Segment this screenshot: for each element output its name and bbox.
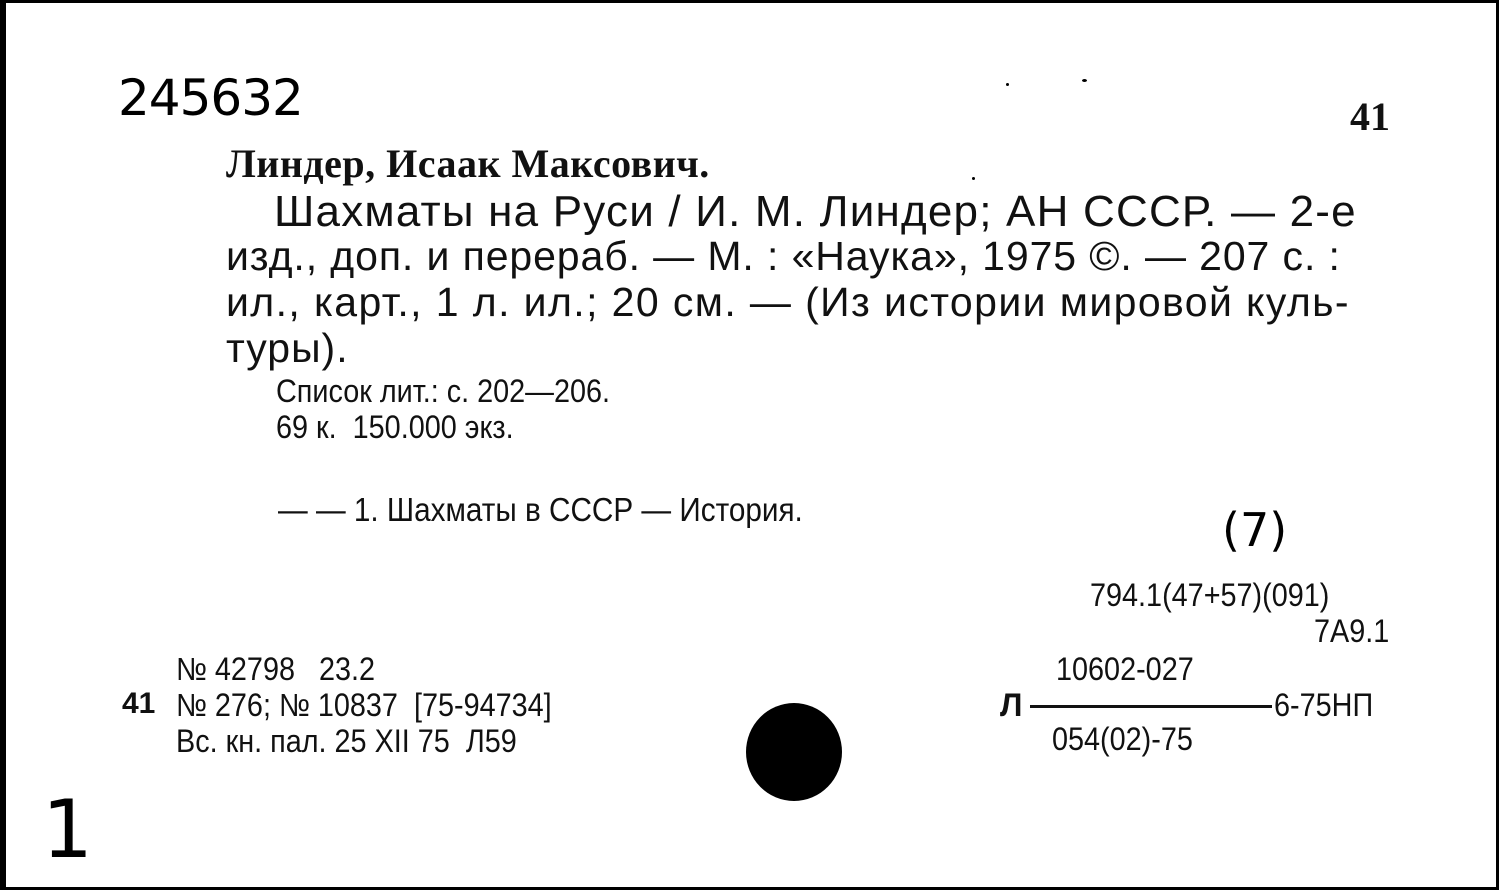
udc-code: 794.1(47+57)(091)	[1090, 577, 1330, 613]
description-line-4: туры).	[226, 325, 349, 371]
speck	[972, 177, 975, 180]
subject-heading: — — 1. Шахматы в СССР — История.	[278, 491, 803, 528]
publisher-code-suffix: 6-75НП	[1274, 687, 1374, 723]
registry-line-2: № 276; № 10837 [75-94734]	[176, 687, 552, 723]
handwritten-bottom-number: 1	[42, 783, 93, 876]
author-heading: Линдер, Исаак Максович.	[226, 141, 710, 186]
registry-line-2-prefix: 41	[122, 687, 156, 720]
registry-line-3: Вс. кн. пал. 25 XII 75 Л59	[176, 723, 517, 759]
publisher-code-numerator: 10602-027	[1056, 651, 1194, 687]
corner-number: 41	[1350, 94, 1390, 139]
price-note: 69 к. 150.000 экз.	[276, 409, 514, 445]
description-line-1: Шахматы на Руси / И. М. Линдер; АН СССР. — 2-е	[274, 187, 1357, 236]
publisher-code-prefix: Л	[1000, 687, 1023, 723]
description-line-3: ил., карт., 1 л. ил.; 20 см. — (Из истории мировой куль-	[226, 279, 1350, 325]
publisher-code-denominator: 054(02)-75	[1052, 721, 1193, 757]
handwritten-classification-mark: (7)	[1222, 503, 1288, 557]
publisher-code-fraction-bar	[1030, 705, 1272, 708]
speck	[1006, 83, 1009, 86]
bibliography-note: Список лит.: с. 202—206.	[276, 373, 611, 409]
registry-line-1: № 42798 23.2	[176, 651, 376, 687]
speck	[1082, 79, 1087, 82]
bbk-code: 7А9.1	[1314, 613, 1390, 649]
punch-hole-dot	[746, 703, 842, 801]
description-line-2: изд., доп. и перераб. — М. : «Наука», 1975 ©. — 207 с. :	[226, 233, 1341, 279]
inventory-number: 245632	[118, 69, 303, 127]
